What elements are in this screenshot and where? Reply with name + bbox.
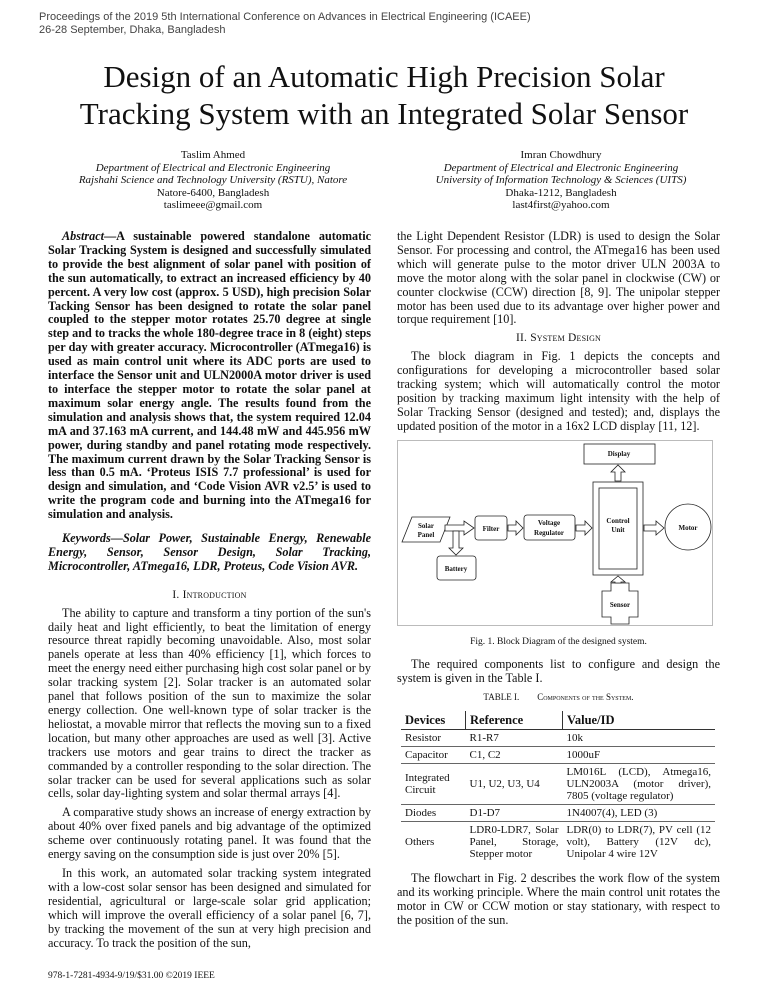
title-line-1: Design of an Automatic High Precision Solar [103, 59, 665, 94]
abstract-text: —A sustainable powered standalone automatic Solar Tracking System is designed and successfully simulated to provide the best alignment of solar panel with position of the sun automatically, to extract an increased efficiency by 40 percent. A very low cost (approx. 5 USD), high precision Solar Tacking Sensor has been designed to rotate the solar panel coupled to the stepper motor rotates 25.70 degree at single step and to tracks the whole 180-degree trace in 8 (eight) steps per day with greater accuracy. Microcontroller (ATmega16) is used as main control unit where its ADC ports are used to interface the Sensor unit and ULN2000A motor driver is used to interface the stepper motor to rotate the solar panel at maximum solar energy angle. The results found from the simulation and analysis shows that, the system required 12.04 mA and 37.163 mA current, and 144.48 mW and 445.956 mW power, during standby and panel rotating mode respectively. The maximum current drawn by the Solar Tracking Sensor is less than 0.5 mA. ‘Proteus ISIS 7.7 professional’ is used for design and simulation, and ‘Code Vision AVR v2.5’ is used to write the program code and burning into the ATmega16 for simulation and analysis. [48, 229, 371, 522]
display-label: Display [607, 449, 631, 458]
arrow-regulator-control [576, 521, 592, 535]
right-column [397, 230, 720, 933]
block-diagram [397, 440, 713, 626]
control-unit-block [593, 482, 643, 575]
abstract [48, 230, 371, 522]
table-cell: 1000uF [563, 747, 716, 764]
keywords-text: —Solar Power, Sustainable Energy, Renewable Energy, Sensor, Sensor Design, Solar Tracking, Microcontroller, ATmega16, LDR, Proteus, Code Vision AVR. [48, 531, 371, 573]
table-row [401, 805, 715, 822]
column-header: Reference [466, 711, 563, 730]
arrow-solar-filter [445, 521, 474, 535]
author-block-1 [48, 149, 378, 212]
author-block-2 [396, 149, 726, 212]
control-label-1: Control [606, 516, 630, 525]
author-email[interactable]: last4first@yahoo.com [512, 199, 610, 211]
author-city: Natore-6400, Bangladesh [156, 186, 270, 199]
table-row [401, 747, 715, 764]
table-row [401, 822, 715, 863]
motor-label: Motor [678, 523, 698, 532]
table-caption [397, 691, 720, 705]
solar-label-1: Solar [418, 521, 434, 530]
paragraph: The required components list to configure and design the system is given in the Table I. [397, 656, 720, 685]
solar-label-2: Panel [417, 530, 435, 539]
author-dept: Department of Electrical and Electronic Engineering [95, 161, 331, 174]
paragraph: The flowchart in Fig. 2 describes the work flow of the system and its working principle. Where the main control unit rotates the motor in CW or CCW motion or stay stationary, with respect to the position of the sun. [397, 871, 720, 928]
section-title: System Design [530, 332, 602, 345]
table-cell: 1N4007(4), LED (3) [563, 805, 716, 822]
filter-label: Filter [482, 524, 500, 533]
conference-date: 26-28 September, Dhaka, Bangladesh [39, 24, 226, 36]
paragraph: In this work, an automated solar tracking system integrated with a low-cost solar sensor has been designed and simulated for residential, agricultural or large-scale solar grid application; which will improve the overall efficiency of a solar panel [6, 7], by tracking the movement of the sun at very high precision and accuracy. To track the position of the sun, [48, 865, 371, 950]
section-title: Introduction [182, 588, 247, 601]
column-header: Value/ID [563, 711, 716, 730]
arrow-solar-battery [449, 531, 463, 555]
table-cell: LDR0-LDR7, Solar Panel, Storage, Stepper motor [469, 824, 559, 861]
regulator-label-2: Regulator [534, 528, 564, 537]
sensor-label: Sensor [609, 600, 631, 609]
solar-panel-block [402, 517, 450, 542]
left-column [48, 230, 371, 982]
filter-block [475, 516, 507, 540]
table-cell: D1-D7 [466, 805, 563, 822]
section-number: II. [515, 332, 528, 345]
section-number: I. [172, 588, 180, 601]
author-name: Imran Chowdhury [520, 149, 602, 161]
keywords [48, 532, 371, 574]
table-label: TABLE I. [483, 692, 520, 703]
regulator-label-1: Voltage [537, 518, 561, 527]
table-title: Components of the System. [537, 692, 634, 703]
table-cell: Capacitor [401, 747, 466, 764]
display-block [584, 444, 655, 464]
table-row [401, 764, 715, 805]
table-cell: 10k [563, 730, 716, 747]
table-cell: Others [405, 836, 435, 849]
copyright-footer: 978-1-7281-4934-9/19/$31.00 ©2019 IEEE [48, 971, 215, 981]
sensor-block [602, 583, 638, 624]
table-cell: U1, U2, U3, U4 [466, 764, 563, 805]
paragraph: the Light Dependent Resistor (LDR) is used to design the Solar Sensor. For processing and control, the ATmega16 has been used which will generate pulse to the motor driver ULN 2003A to move the motor along with the solar panel in clockwise (CW) or counter clockwise (CCW) direction [8, 9]. The unipolar stepper motor has been used due to its advantage over higher power and torque requirement [10]. [397, 229, 720, 327]
table-header-row [401, 711, 715, 730]
table-cell: LDR(0) to LDR(7), PV cell (12 volt), Battery (12V dc), Unipolar 4 wire 12V [566, 824, 711, 861]
voltage-regulator-block [524, 515, 575, 540]
author-city: Dhaka-1212, Bangladesh [505, 186, 617, 199]
arrow-control-motor [644, 521, 664, 535]
paragraph: The block diagram in Fig. 1 depicts the concepts and configurations for developing a microcontroller based solar tracking system; which will automatically control the motor position by tracking maximum light intensity with the help of Solar Tracking Sensor (designed and tested); and, displays the updated position of the motor in a 16x2 LCD display [11, 12]. [397, 349, 720, 433]
table-cell: Diodes [401, 805, 466, 822]
author-univ: University of Information Technology & Sciences (UITS) [435, 174, 687, 186]
author-email[interactable]: taslimeee@gmail.com [163, 199, 263, 211]
conference-name: Proceedings of the 2019 5th International Conference on Advances in Electrical Engineering (ICAEE) [39, 11, 531, 23]
motor-block [665, 504, 711, 550]
battery-label: Battery [444, 564, 468, 573]
table-cell: R1-R7 [466, 730, 563, 747]
author-name: Taslim Ahmed [180, 149, 246, 161]
section-heading-design [397, 332, 720, 346]
control-label-2: Unit [611, 525, 625, 534]
table-cell: C1, C2 [466, 747, 563, 764]
arrow-control-display [611, 465, 625, 481]
arrow-sensor-control [611, 576, 625, 583]
table-cell: Integrated Circuit [401, 764, 466, 805]
keywords-label: Keywords [62, 531, 111, 546]
paper-title [0, 58, 768, 132]
paragraph: A comparative study shows an increase of energy extraction by about 40% over fixed panels and big advantage of the optimized scheme over continuously rotating panel. It was found that the energy saving on the consumption side is just over 20% [5]. [48, 805, 371, 862]
table-row [401, 730, 715, 747]
abstract-label: Abstract [62, 229, 104, 243]
components-table [401, 711, 715, 862]
title-line-2: Tracking System with an Integrated Solar Sensor [79, 96, 689, 131]
conference-header [39, 11, 531, 37]
author-dept: Department of Electrical and Electronic Engineering [443, 161, 679, 174]
table-cell: Resistor [401, 730, 466, 747]
figure-caption: Fig. 1. Block Diagram of the designed system. [470, 636, 647, 647]
arrow-filter-regulator [508, 521, 523, 535]
table-cell: LM016L (LCD), Atmega16, ULN2003A (motor driver), 7805 (voltage regulator) [563, 764, 716, 805]
paragraph: The ability to capture and transform a tiny portion of the sun's daily heat and light efficiently, to beat the limitation of energy resource threat rapidly becoming unavoidable. Also, most solar panels operate at less than 40% efficiency [1], which forces to meet the energy need either purchasing high cost solar panel or by solar tracking system [2]. Solar tracker is an automated solar panel that follows position of the sun to maximize the solar energy collection. One well-known type of solar tracker is the heliostat, a movable mirror that reflects the moving sun to a fixed location, but many other approaches are used as well [3]. Active trackers use motors and gear trains to direct the tracker as commanded by a controller responding to the solar direction. The solar tracker can be used for several applications such as solar cells, solar day-lighting system and solar thermal arrays [4]. [48, 605, 371, 801]
column-header: Devices [401, 711, 466, 730]
author-univ: Rajshahi Science and Technology University (RSTU), Natore [78, 174, 348, 186]
battery-block [437, 556, 476, 580]
section-heading-intro [48, 589, 371, 603]
